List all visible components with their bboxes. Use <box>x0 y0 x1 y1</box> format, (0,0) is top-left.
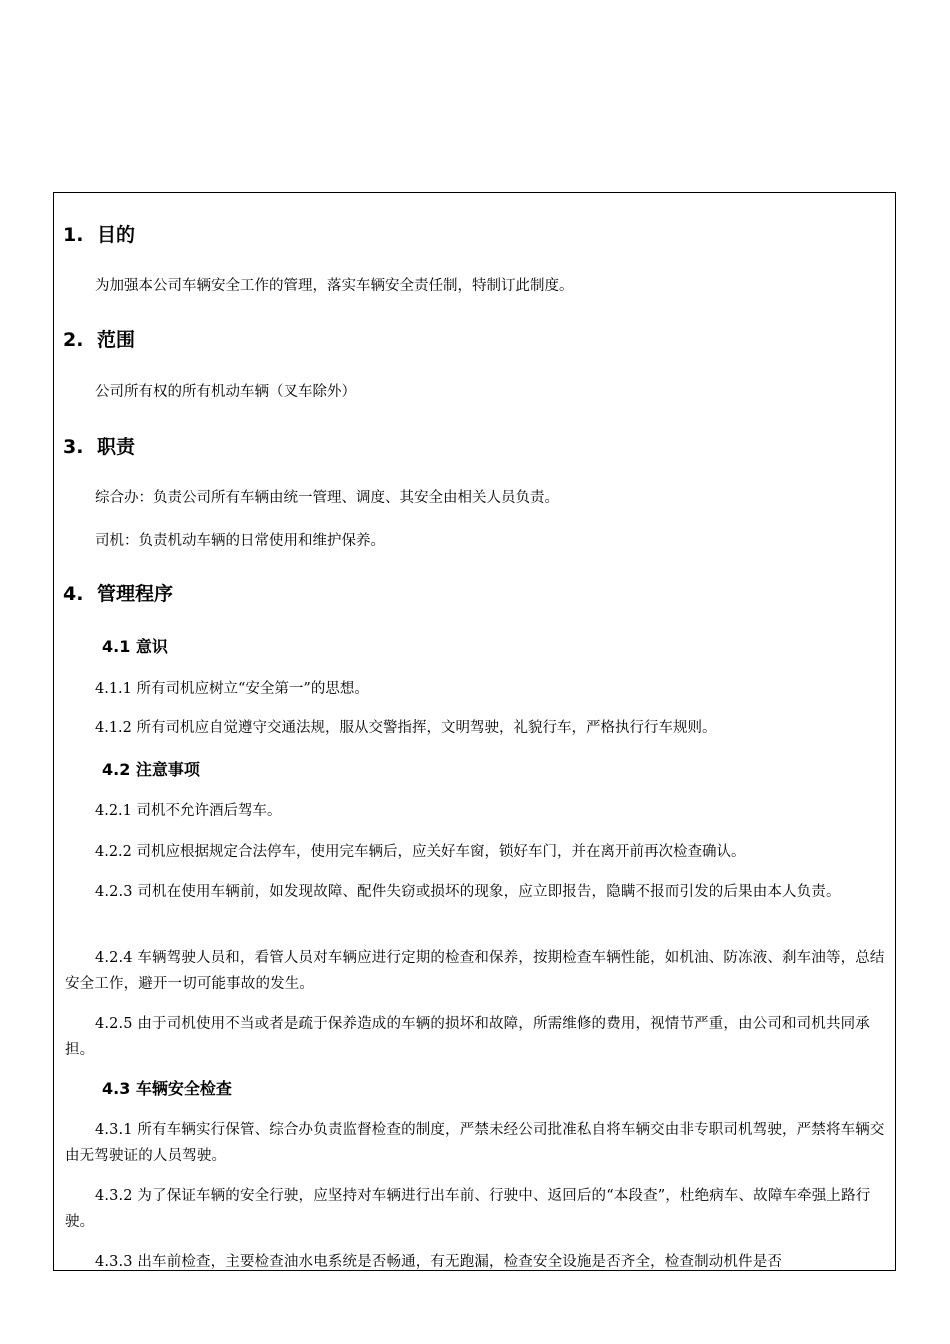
clause-4-1-2: 4.1.2 所有司机应自觉遵守交通法规，服从交警指挥，文明驾驶，礼貌行车，严格执行行车规则。 <box>95 720 717 736</box>
section-3-paragraph-2: 司机：负责机动车辆的日常使用和维护保养。 <box>95 533 385 549</box>
clause-4-1-1: 4.1.1 所有司机应树立“安全第一”的思想。 <box>95 681 369 697</box>
section-3-heading: 3. 职责 <box>63 436 136 458</box>
clause-4-2-4: 4.2.4 车辆驾驶人员和，看管人员对车辆应进行定期的检查和保养，按期检查车辆性能，如机油、防冻液、刹车油等，总结安全工作，避开一切可能事故的发生。 <box>65 950 885 992</box>
clause-4-3-3: 4.3.3 出车前检查，主要检查油水电系统是否畅通，有无跑漏，检查安全设施是否齐全，检查制动机件是否 <box>95 1254 782 1270</box>
section-2-heading: 2. 范围 <box>63 329 136 351</box>
document-frame <box>53 192 896 1271</box>
clause-4-2-3: 4.2.3 司机在使用车辆前，如发现故障、配件失窃或损坏的现象，应立即报告，隐瞒不报而引发的后果由本人负责。 <box>95 884 841 900</box>
clause-4-2-1: 4.2.1 司机不允许酒后驾车。 <box>95 803 282 819</box>
section-4-heading: 4. 管理程序 <box>63 583 174 605</box>
clause-4-2-5: 4.2.5 由于司机使用不当或者是疏于保养造成的车辆的损坏和故障，所需维修的费用，视情节严重，由公司和司机共同承担。 <box>65 1016 870 1058</box>
clause-4-3-1: 4.3.1 所有车辆实行保管、综合办负责监督检查的制度，严禁未经公司批准私自将车辆交由非专职司机驾驶，严禁将车辆交由无驾驶证的人员驾驶。 <box>65 1122 885 1164</box>
section-2-paragraph: 公司所有权的所有机动车辆（叉车除外） <box>95 384 356 400</box>
clause-4-2-2: 4.2.2 司机应根据规定合法停车，使用完车辆后，应关好车窗，锁好车门，并在离开前再次检查确认。 <box>95 844 746 860</box>
subsection-4-2-heading: 4.2 注意事项 <box>102 760 200 779</box>
subsection-4-1-heading: 4.1 意识 <box>102 637 168 656</box>
clause-4-3-2: 4.3.2 为了保证车辆的安全行驶，应坚持对车辆进行出车前、行驶中、返回后的“本段查”，杜绝病车、故障车牵强上路行驶。 <box>65 1188 871 1230</box>
section-3-paragraph-1: 综合办：负责公司所有车辆由统一管理、调度、其安全由相关人员负责。 <box>95 490 559 506</box>
section-1-heading: 1. 目的 <box>63 224 136 246</box>
subsection-4-3-heading: 4.3 车辆安全检查 <box>102 1079 232 1098</box>
section-1-paragraph: 为加强本公司车辆安全工作的管理，落实车辆安全责任制，特制订此制度。 <box>95 278 574 294</box>
